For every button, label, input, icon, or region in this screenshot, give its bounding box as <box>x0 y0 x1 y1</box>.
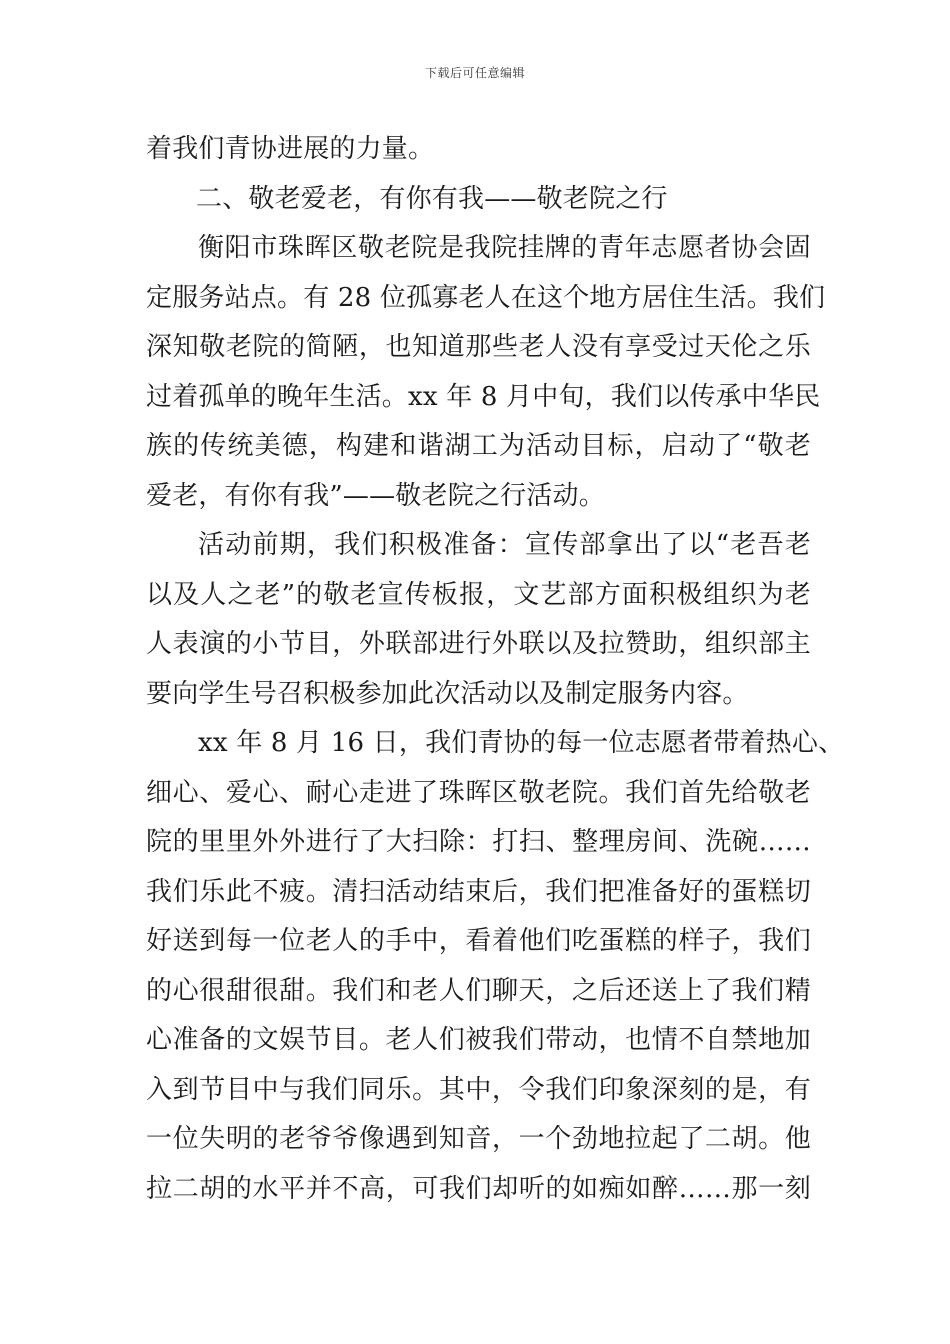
paragraph-line: 定服务站点。有 28 位孤寡老人在这个地方居住生活。我们 <box>146 282 826 313</box>
paragraph-line: 拉二胡的水平并不高，可我们却听的如痴如醉……那一刻 <box>146 1173 811 1204</box>
paragraph-line: 活动前期，我们积极准备：宣传部拿出了以“老吾老 <box>198 530 811 560</box>
paragraph-line: 一位失明的老爷爷像遇到知音，一个劲地拉起了二胡。他 <box>146 1124 811 1154</box>
paragraph-line: 族的传统美德，构建和谐湖工为活动目标，启动了“敬老 <box>146 431 811 461</box>
section-heading: 二、敬老爱老，有你有我——敬老院之行 <box>196 183 668 214</box>
paragraph-line: 的心很甜很甜。我们和老人们聊天，之后还送上了我们精 <box>146 975 811 1006</box>
paragraph-line: 人表演的小节目，外联部进行外联以及拉赞助，组织部主 <box>146 629 811 659</box>
paragraph-line: 衡阳市珠晖区敬老院是我院挂牌的青年志愿者协会固 <box>198 233 811 263</box>
paragraph-line: 以及人之老”的敬老宣传板报，文艺部方面积极组织为老 <box>146 579 811 610</box>
paragraph-line: 爱老，有你有我”——敬老院之行活动。 <box>146 480 605 511</box>
paragraph-line: 我们乐此不疲。清扫活动结束后，我们把准备好的蛋糕切 <box>146 876 811 907</box>
paragraph-line: 细心、爱心、耐心走进了珠晖区敬老院。我们首先给敬老 <box>146 777 811 808</box>
paragraph-line: xx 年 8 月 16 日，我们青协的每一位志愿者带着热心、 <box>198 728 845 758</box>
paragraph-line: 着我们青协进展的力量。 <box>146 134 435 164</box>
body-text <box>146 125 845 1214</box>
paragraph-line: 心准备的文娱节目。老人们被我们带动，也情不自禁地加 <box>146 1025 811 1055</box>
paragraph-line: 入到节目中与我们同乐。其中，令我们印象深刻的是，有 <box>146 1074 811 1105</box>
paragraph-line: 要向学生号召积极参加此次活动以及制定服务内容。 <box>146 678 749 709</box>
header-note: 下载后可任意编辑 <box>424 66 525 80</box>
paragraph-line: 深知敬老院的简陋，也知道那些老人没有享受过天伦之乐 <box>146 332 811 362</box>
paragraph-line: 过着孤单的晚年生活。xx 年 8 月中旬，我们以传承中华民 <box>146 381 821 412</box>
paragraph-line: 好送到每一位老人的手中，看着他们吃蛋糕的样子，我们 <box>146 926 811 956</box>
paragraph-line: 院的里里外外进行了大扫除：打扫、整理房间、洗碗…… <box>146 827 811 857</box>
